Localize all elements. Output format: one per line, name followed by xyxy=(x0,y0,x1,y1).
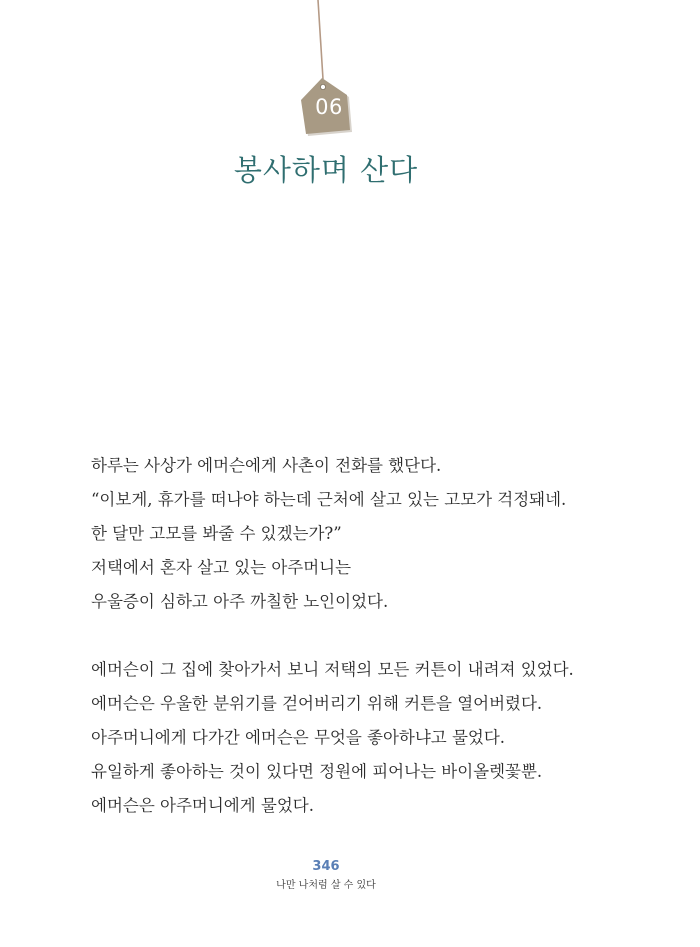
text-line: 우울증이 심하고 아주 까칠한 노인이었다. xyxy=(91,592,389,611)
hanging-tag-icon xyxy=(0,0,700,140)
tag-string xyxy=(318,0,323,79)
body-text xyxy=(91,449,651,823)
paragraph-1 xyxy=(91,449,651,619)
text-line: 한 달만 고모를 봐줄 수 있겠는가?” xyxy=(91,524,342,543)
text-line: 하루는 사상가 에머슨에게 사촌이 전화를 했단다. xyxy=(91,456,442,475)
chapter-tag xyxy=(0,0,700,140)
book-title: 나만 나처럼 살 수 있다 xyxy=(276,880,376,891)
text-line: 아주머니에게 다가간 에머슨은 무엇을 좋아하냐고 물었다. xyxy=(91,728,506,747)
chapter-number: 06 xyxy=(315,95,343,119)
paragraph-2 xyxy=(91,653,651,823)
page-number: 346 xyxy=(312,859,340,874)
chapter-title: 봉사하며 산다 xyxy=(233,153,419,187)
text-line: 에머슨은 아주머니에게 물었다. xyxy=(91,796,314,815)
text-line: 에머슨은 우울한 분위기를 걷어버리기 위해 커튼을 열어버렸다. xyxy=(91,694,543,713)
tag-hole xyxy=(320,84,325,89)
text-line: 에머슨이 그 집에 찾아가서 보니 저택의 모든 커튼이 내려져 있었다. xyxy=(91,660,574,679)
page-footer xyxy=(0,858,652,894)
text-line: 유일하게 좋아하는 것이 있다면 정원에 피어나는 바이올렛꽃뿐. xyxy=(91,762,543,781)
text-line: 저택에서 혼자 살고 있는 아주머니는 xyxy=(91,558,352,577)
text-line: “이보게, 휴가를 떠나야 하는데 근처에 살고 있는 고모가 걱정돼네. xyxy=(91,490,567,509)
paragraph-gap xyxy=(91,619,651,653)
